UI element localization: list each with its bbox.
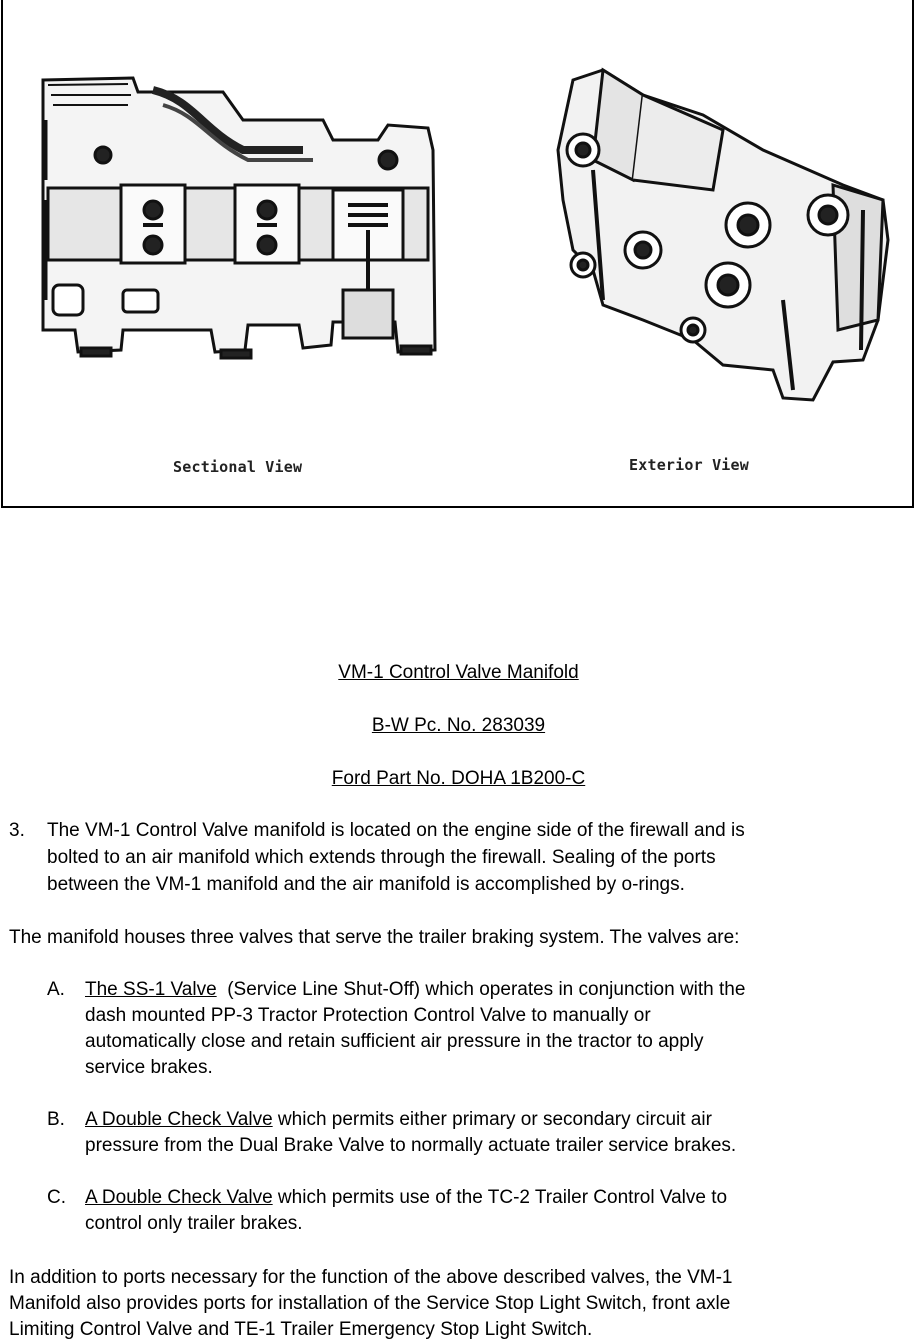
valve-c-line-1 <box>85 1185 727 1211</box>
valve-a-line-1-rest: (Service Line Shut-Off) which operates in conjunction with the <box>216 979 746 1000</box>
closing-line-2: Manifold also provides ports for installation of the Service Stop Light Switch, front axle <box>9 1293 731 1314</box>
exterior-view-drawing <box>558 70 888 400</box>
valve-b-line-1 <box>85 1107 712 1133</box>
sectional-view-drawing <box>43 78 435 358</box>
item-3-line-1: The VM-1 Control Valve manifold is located on the engine side of the firewall and is <box>47 820 745 841</box>
figure-frame <box>1 0 914 508</box>
closing-line-3: Limiting Control Valve and TE-1 Trailer Emergency Stop Light Switch. <box>9 1319 593 1340</box>
valve-c-line-2: control only trailer brakes. <box>85 1213 303 1234</box>
valve-a-letter: A. <box>47 979 65 1000</box>
valve-a-line-4: service brakes. <box>85 1057 213 1078</box>
item-3-number: 3. <box>9 820 25 841</box>
intro-paragraph: The manifold houses three valves that serve the trailer braking system. The valves are: <box>9 927 740 948</box>
valve-b-line-1-rest: which permits either primary or secondary circuit air <box>272 1109 712 1130</box>
valve-c-letter: C. <box>47 1187 66 1208</box>
valve-c-name: A Double Check Valve <box>85 1187 273 1208</box>
item-3-line-3: between the VM-1 manifold and the air manifold is accomplished by o-rings. <box>47 874 685 895</box>
caption-exterior-view: Exterior View <box>629 456 749 474</box>
valve-b-letter: B. <box>47 1109 65 1130</box>
title-ford-part: Ford Part No. DOHA 1B200-C <box>331 768 586 789</box>
valve-a-line-1 <box>85 977 745 1003</box>
valve-a-line-3: automatically close and retain sufficient air pressure in the tractor to apply <box>85 1031 704 1052</box>
valve-illustrations <box>3 0 912 506</box>
item-3-line-2: bolted to an air manifold which extends through the firewall. Sealing of the ports <box>47 847 716 868</box>
valve-a-name: The SS-1 Valve <box>85 979 217 1000</box>
title-bw-part: B-W Pc. No. 283039 <box>371 715 546 736</box>
closing-line-1: In addition to ports necessary for the function of the above described valves, the VM-1 <box>9 1267 733 1288</box>
valve-b-line-2: pressure from the Dual Brake Valve to normally actuate trailer service brakes. <box>85 1135 737 1156</box>
valve-c-line-1-rest: which permits use of the TC-2 Trailer Control Valve to <box>272 1187 728 1208</box>
valve-a-line-2: dash mounted PP-3 Tractor Protection Control Valve to manually or <box>85 1005 651 1026</box>
valve-b-name: A Double Check Valve <box>85 1109 273 1130</box>
caption-sectional-view: Sectional View <box>173 458 303 476</box>
title-manifold: VM-1 Control Valve Manifold <box>338 662 579 683</box>
